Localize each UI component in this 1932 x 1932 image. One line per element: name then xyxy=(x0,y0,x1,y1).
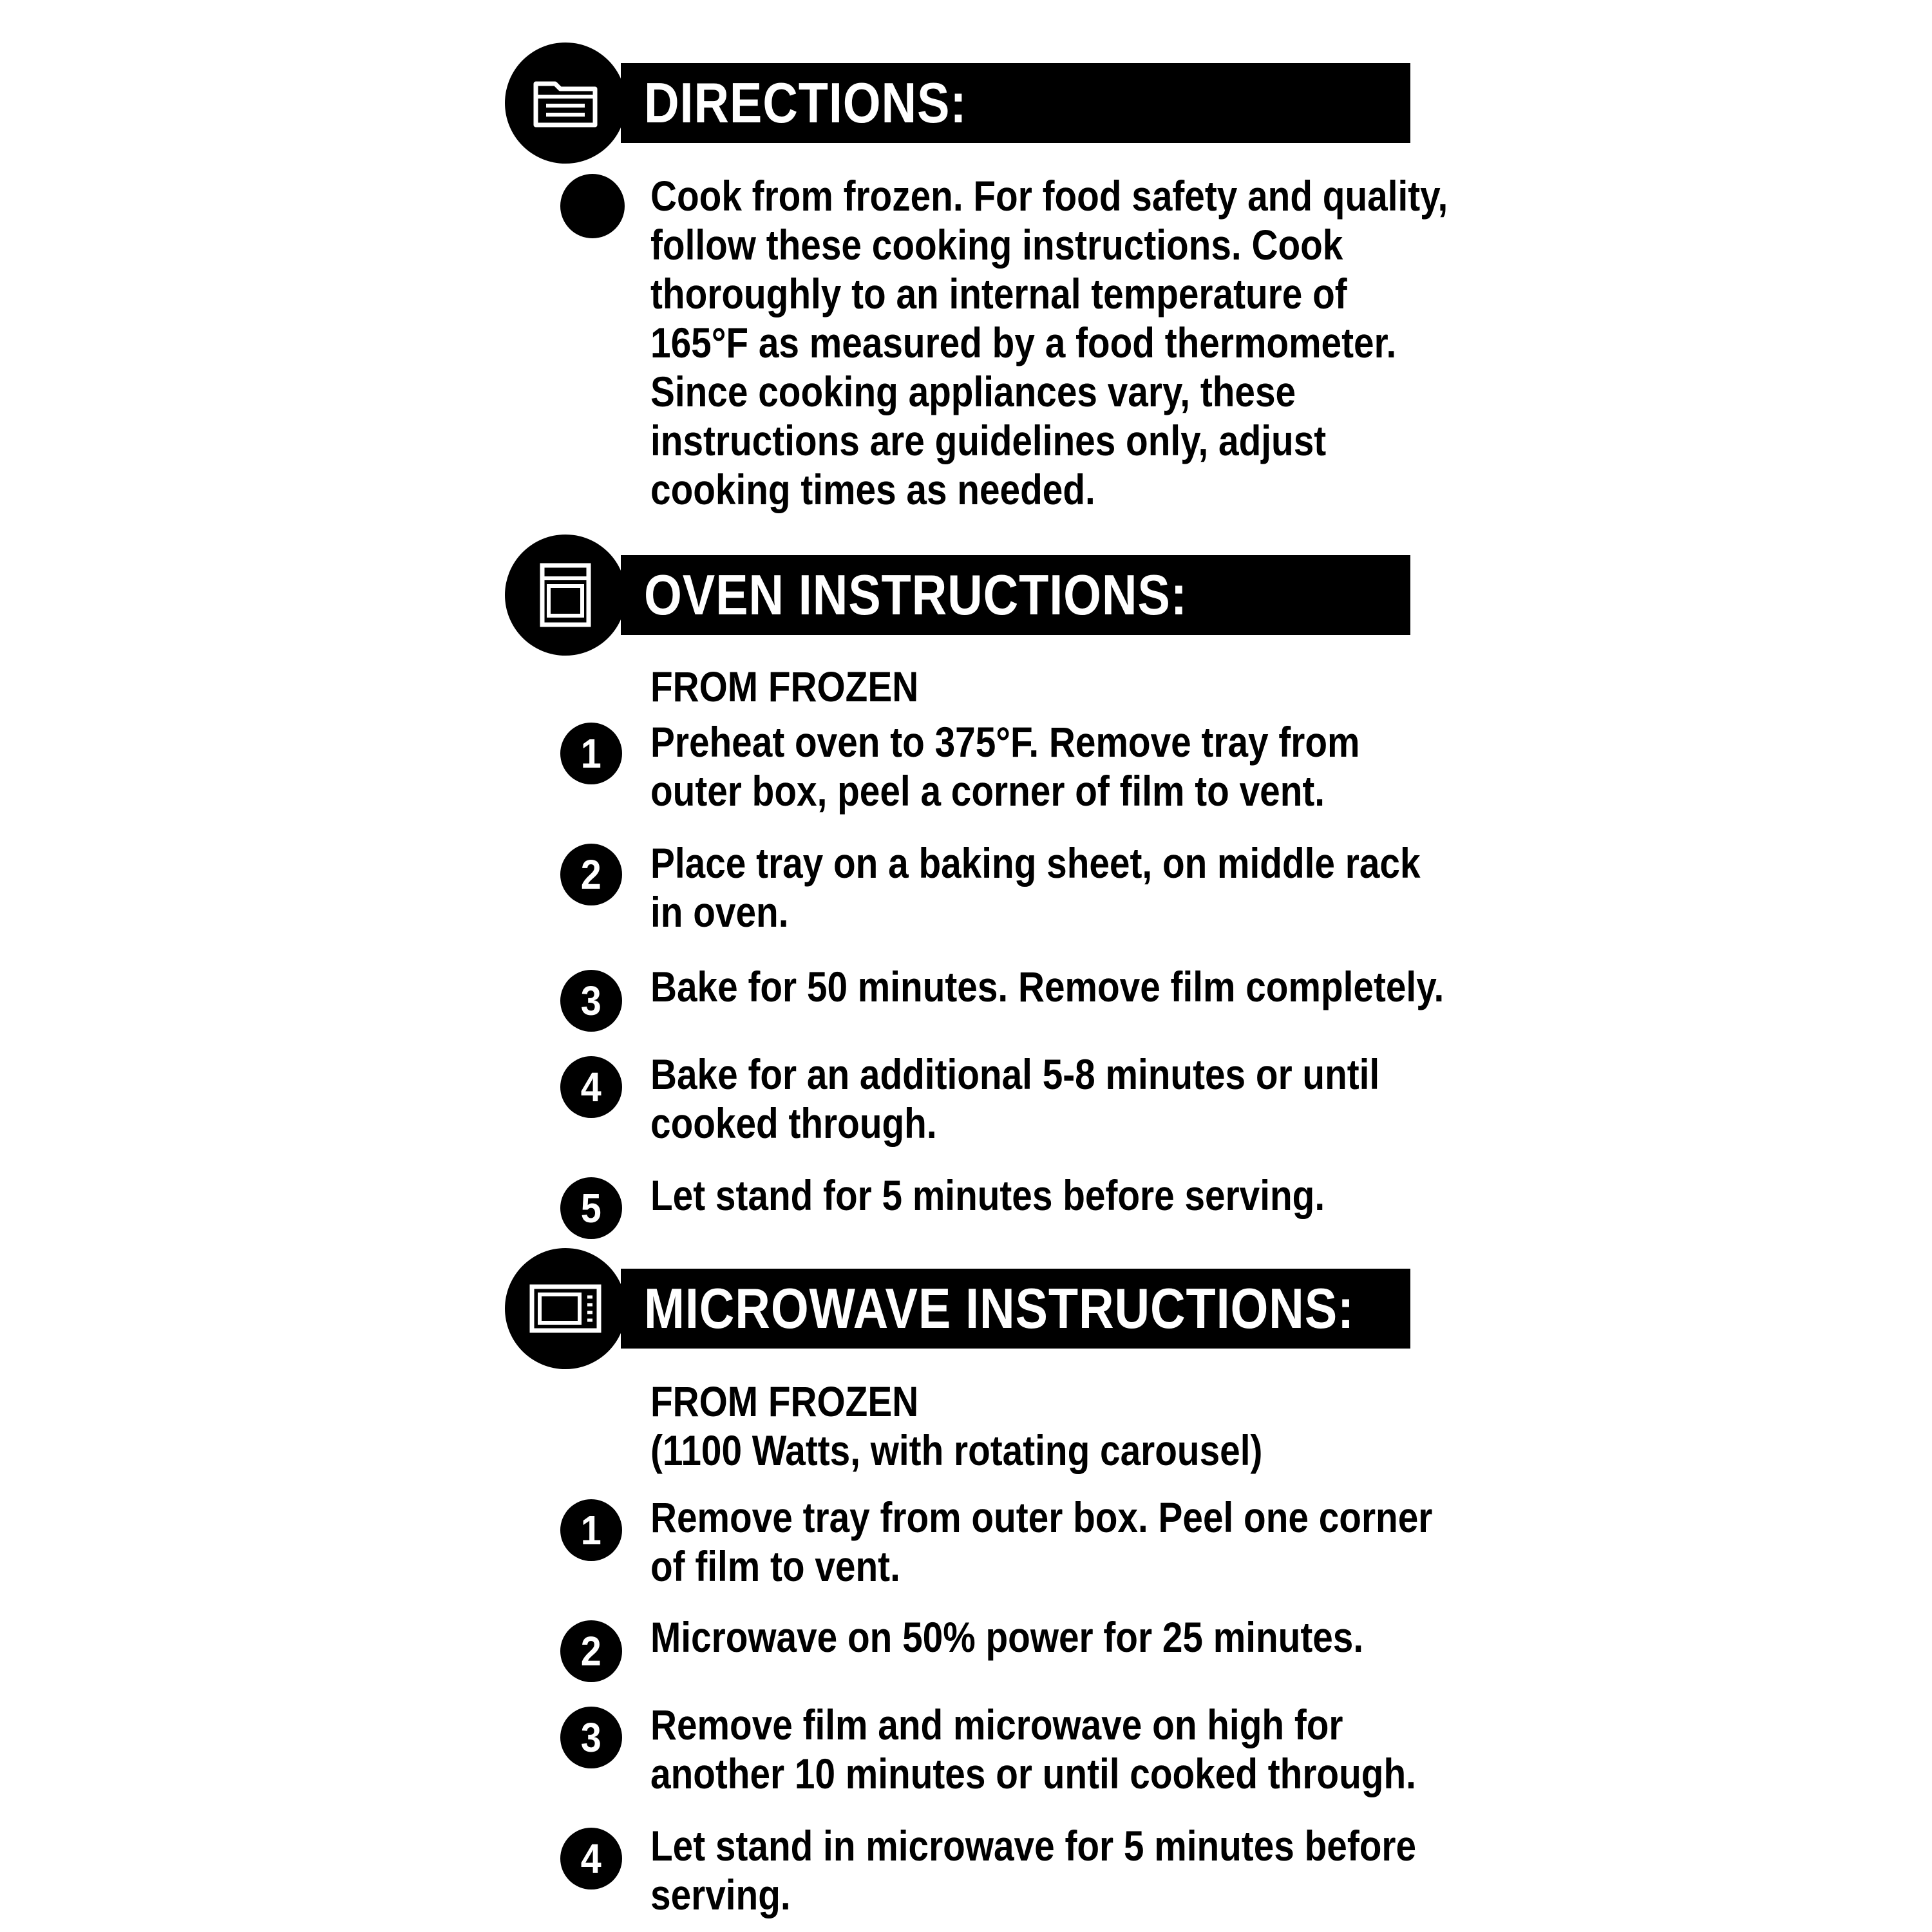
microwave-subheading: FROM FROZEN (1100 Watts, with rotating carousel) xyxy=(650,1378,1263,1474)
oven-step-3-number: 3 xyxy=(560,970,622,1032)
directions-bullet xyxy=(560,174,625,238)
tray-icon xyxy=(505,43,626,164)
microwave-step-2-text: Microwave on 50% power for 25 minutes. xyxy=(650,1613,1364,1661)
directions-line: instructions are guidelines only, adjust xyxy=(650,417,1327,464)
microwave-step-4-text: Let stand in microwave for 5 minutes before serving. xyxy=(650,1822,1417,1918)
directions-body xyxy=(650,171,1448,514)
oven-step-2-number: 2 xyxy=(560,844,622,905)
directions-line: cooking times as needed. xyxy=(650,466,1095,513)
directions-line: follow these cooking instructions. Cook xyxy=(650,221,1343,269)
oven-subheading: FROM FROZEN xyxy=(650,663,919,710)
microwave-step-4-number: 4 xyxy=(560,1828,622,1889)
directions-title: DIRECTIONS: xyxy=(644,71,967,135)
oven-step-5-text: Let stand for 5 minutes before serving. xyxy=(650,1171,1325,1219)
oven-step-3-text: Bake for 50 minutes. Remove film completely. xyxy=(650,963,1444,1010)
microwave-icon xyxy=(505,1248,626,1369)
microwave-step-3-text: Remove film and microwave on high for another 10 minutes or until cooked through. xyxy=(650,1701,1416,1797)
oven-step-2-text: Place tray on a baking sheet, on middle rack in oven. xyxy=(650,839,1421,936)
directions-line: Cook from frozen. For food safety and quality, xyxy=(650,172,1448,220)
microwave-step-1-text: Remove tray from outer box. Peel one corner of film to vent. xyxy=(650,1493,1433,1590)
microwave-step-2-number: 2 xyxy=(560,1620,622,1682)
directions-line: thoroughly to an internal temperature of xyxy=(650,270,1347,317)
directions-line: Since cooking appliances vary, these xyxy=(650,368,1296,415)
oven-step-4-number: 4 xyxy=(560,1056,622,1118)
microwave-step-1-number: 1 xyxy=(560,1499,622,1561)
oven-title: OVEN INSTRUCTIONS: xyxy=(644,563,1188,627)
oven-step-1-number: 1 xyxy=(560,723,622,784)
oven-step-1-text: Preheat oven to 375°F. Remove tray from outer box, peel a corner of film to vent. xyxy=(650,718,1360,815)
oven-step-4-text: Bake for an additional 5-8 minutes or until cooked through. xyxy=(650,1050,1380,1147)
directions-line: 165°F as measured by a food thermometer. xyxy=(650,319,1397,366)
microwave-title: MICROWAVE INSTRUCTIONS: xyxy=(644,1276,1355,1340)
microwave-step-3-number: 3 xyxy=(560,1707,622,1768)
oven-step-5-number: 5 xyxy=(560,1177,622,1239)
oven-icon xyxy=(505,535,626,656)
